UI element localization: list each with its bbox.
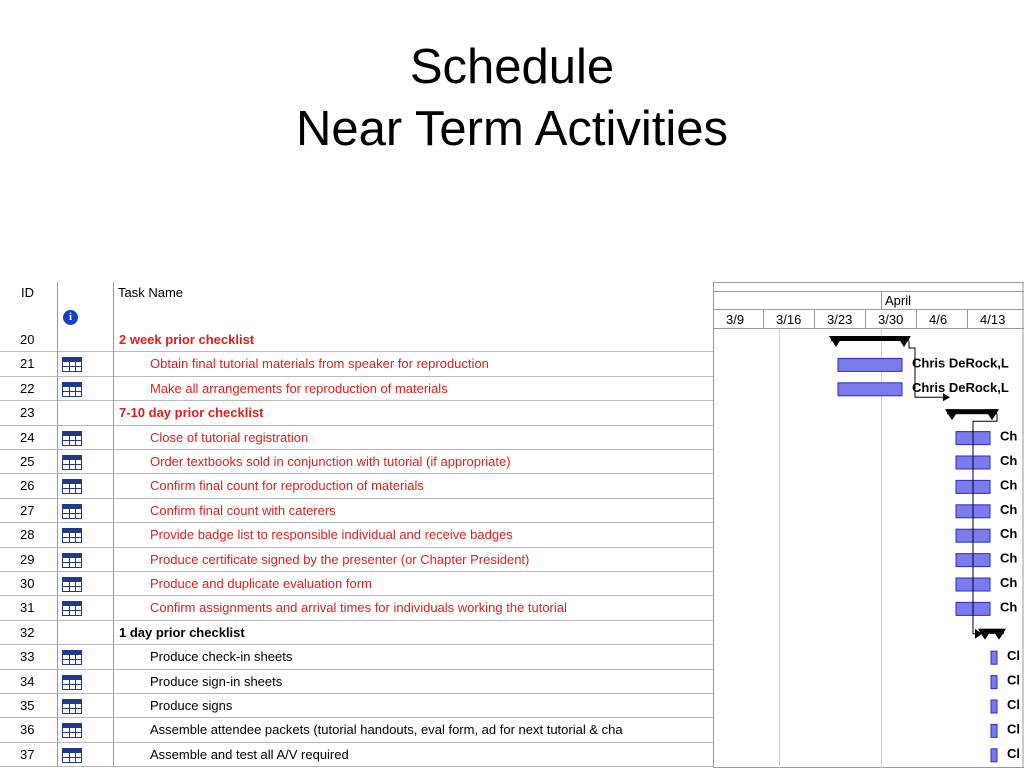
task-name: Produce and duplicate evaluation form	[114, 572, 714, 596]
resource-label: Ch	[1000, 501, 1018, 517]
table-row[interactable]	[0, 596, 714, 620]
task-name: Produce sign-in sheets	[114, 670, 714, 694]
table-row[interactable]	[0, 548, 714, 572]
indicator-cell	[58, 743, 114, 767]
task-bar	[991, 724, 997, 737]
table-row[interactable]	[0, 621, 714, 645]
task-id: 21	[0, 352, 58, 376]
table-row[interactable]	[0, 523, 714, 547]
task-table-icon[interactable]	[62, 382, 82, 397]
table-row[interactable]	[0, 377, 714, 401]
resource-label: Cl	[1007, 697, 1020, 712]
summary-bar-start-cap	[829, 336, 843, 347]
indicator-cell	[58, 426, 114, 450]
task-id: 29	[0, 548, 58, 572]
task-table-icon[interactable]	[62, 357, 82, 372]
week-label: 4/13	[980, 312, 1006, 327]
task-id: 26	[0, 474, 58, 498]
task-name: Confirm final count for reproduction of materials	[114, 474, 714, 498]
week-label: 3/30	[878, 312, 904, 327]
task-id: 31	[0, 596, 58, 620]
week-label: 4/6	[929, 312, 948, 327]
task-table-icon[interactable]	[62, 601, 82, 616]
indicator-cell	[58, 645, 114, 669]
resource-label: Ch	[1000, 575, 1018, 590]
resource-label: Cl	[1007, 672, 1020, 688]
task-bar	[991, 651, 997, 664]
task-name: Produce check-in sheets	[114, 645, 714, 669]
task-name: Close of tutorial registration	[114, 426, 714, 450]
task-id: 30	[0, 572, 58, 596]
task-table-icon[interactable]	[62, 528, 82, 543]
week-label: 3/9	[726, 312, 745, 327]
resource-label: Cl	[1007, 745, 1020, 761]
task-name: Order textbooks sold in conjunction with tutorial (if appropriate)	[114, 450, 714, 474]
resource-label: Ch	[1000, 599, 1018, 615]
table-row[interactable]	[0, 743, 714, 767]
summary-task-name: 7-10 day prior checklist	[114, 401, 714, 425]
task-id: 34	[0, 670, 58, 694]
task-id: 22	[0, 377, 58, 401]
table-row[interactable]	[0, 670, 714, 694]
table-row[interactable]	[0, 328, 714, 352]
task-table-icon[interactable]	[62, 504, 82, 519]
task-id: 33	[0, 645, 58, 669]
title-line-1: Schedule	[409, 40, 615, 94]
indicator-cell	[58, 377, 114, 401]
summary-bar-start-cap	[945, 409, 959, 420]
indicator-cell	[58, 499, 114, 523]
info-icon: i	[63, 310, 78, 325]
indicator-cell	[58, 670, 114, 694]
resource-label: Ch	[1000, 550, 1018, 566]
indicator-cell	[58, 352, 114, 376]
dependency-line	[973, 414, 997, 634]
task-name-header-label: Task Name	[118, 285, 184, 300]
indicator-cell	[58, 450, 114, 474]
task-id: 28	[0, 523, 58, 547]
task-table-icon[interactable]	[62, 455, 82, 470]
task-name: Provide badge list to responsible individual and receive badges	[114, 523, 714, 547]
resource-label: Chris DeRock,L	[912, 355, 1009, 371]
indicator-cell	[58, 328, 114, 352]
task-table-icon[interactable]	[62, 675, 82, 690]
task-name: Obtain final tutorial materials from speaker for reproduction	[114, 352, 714, 376]
week-label: 3/16	[776, 312, 802, 327]
table-row[interactable]	[0, 645, 714, 669]
table-row[interactable]	[0, 401, 714, 425]
task-name: Assemble and test all A/V required	[114, 743, 714, 767]
indicator-cell	[58, 694, 114, 718]
task-id: 32	[0, 621, 58, 645]
indicator-cell	[58, 718, 114, 742]
month-label: April	[885, 293, 912, 308]
task-table-icon[interactable]	[62, 431, 82, 446]
task-bar	[838, 383, 902, 396]
title-line-2: Near Term Activities	[295, 102, 729, 156]
task-name: Confirm assignments and arrival times for individuals working the tutorial	[114, 596, 714, 620]
resource-label: Chris DeRock,L	[912, 379, 1009, 395]
resource-label: Ch	[1000, 428, 1018, 444]
slide-title	[0, 36, 1024, 160]
task-name-column-header[interactable]	[114, 282, 714, 328]
table-row[interactable]	[0, 474, 714, 498]
indicator-cell	[58, 596, 114, 620]
indicator-cell	[58, 474, 114, 498]
task-table-icon[interactable]	[62, 699, 82, 714]
task-id: 20	[0, 328, 58, 352]
task-id: 36	[0, 718, 58, 742]
resource-label: Ch	[1000, 453, 1018, 468]
task-name: Produce certificate signed by the presenter (or Chapter President)	[114, 548, 714, 572]
task-id: 35	[0, 694, 58, 718]
task-table-icon[interactable]	[62, 650, 82, 665]
task-bar	[991, 749, 997, 762]
week-label: 3/23	[827, 312, 853, 327]
gantt-chart	[0, 282, 1024, 768]
resource-label: Ch	[1000, 477, 1018, 493]
table-row[interactable]	[0, 572, 714, 596]
indicator-cell	[58, 401, 114, 425]
summary-task-name: 2 week prior checklist	[114, 328, 714, 352]
task-name: Assemble attendee packets (tutorial handouts, eval form, ad for next tutorial & cha	[114, 718, 714, 742]
summary-bar-end-cap	[992, 629, 1006, 640]
task-id: 25	[0, 450, 58, 474]
task-name: Produce signs	[114, 694, 714, 718]
task-bar	[838, 358, 902, 371]
task-table-icon[interactable]	[62, 553, 82, 568]
task-id: 24	[0, 426, 58, 450]
id-column-header[interactable]	[0, 282, 58, 328]
table-row[interactable]	[0, 450, 714, 474]
table-row[interactable]	[0, 718, 714, 742]
indicator-cell	[58, 523, 114, 547]
task-bar	[991, 676, 997, 689]
task-id: 23	[0, 401, 58, 425]
task-id: 37	[0, 743, 58, 767]
table-row[interactable]	[0, 499, 714, 523]
table-row[interactable]	[0, 352, 714, 376]
task-bar	[991, 700, 997, 713]
task-id: 27	[0, 499, 58, 523]
indicator-cell	[58, 621, 114, 645]
task-name: Confirm final count with caterers	[114, 499, 714, 523]
task-table-icon[interactable]	[62, 479, 82, 494]
table-header	[0, 282, 714, 328]
id-header-label: ID	[21, 285, 34, 300]
timeline-chart	[713, 282, 1024, 768]
table-row[interactable]	[0, 426, 714, 450]
summary-bar	[831, 336, 909, 341]
resource-label: Ch	[1000, 526, 1018, 542]
indicator-column-header[interactable]	[58, 282, 114, 328]
task-table-icon[interactable]	[62, 723, 82, 738]
task-table-icon[interactable]	[62, 748, 82, 763]
task-table-icon[interactable]	[62, 577, 82, 592]
indicator-cell	[58, 572, 114, 596]
table-row[interactable]	[0, 694, 714, 718]
task-name: Make all arrangements for reproduction of materials	[114, 377, 714, 401]
resource-label: Cl	[1007, 721, 1020, 737]
resource-label: Cl	[1007, 648, 1020, 664]
indicator-cell	[58, 548, 114, 572]
summary-task-name: 1 day prior checklist	[114, 621, 714, 645]
